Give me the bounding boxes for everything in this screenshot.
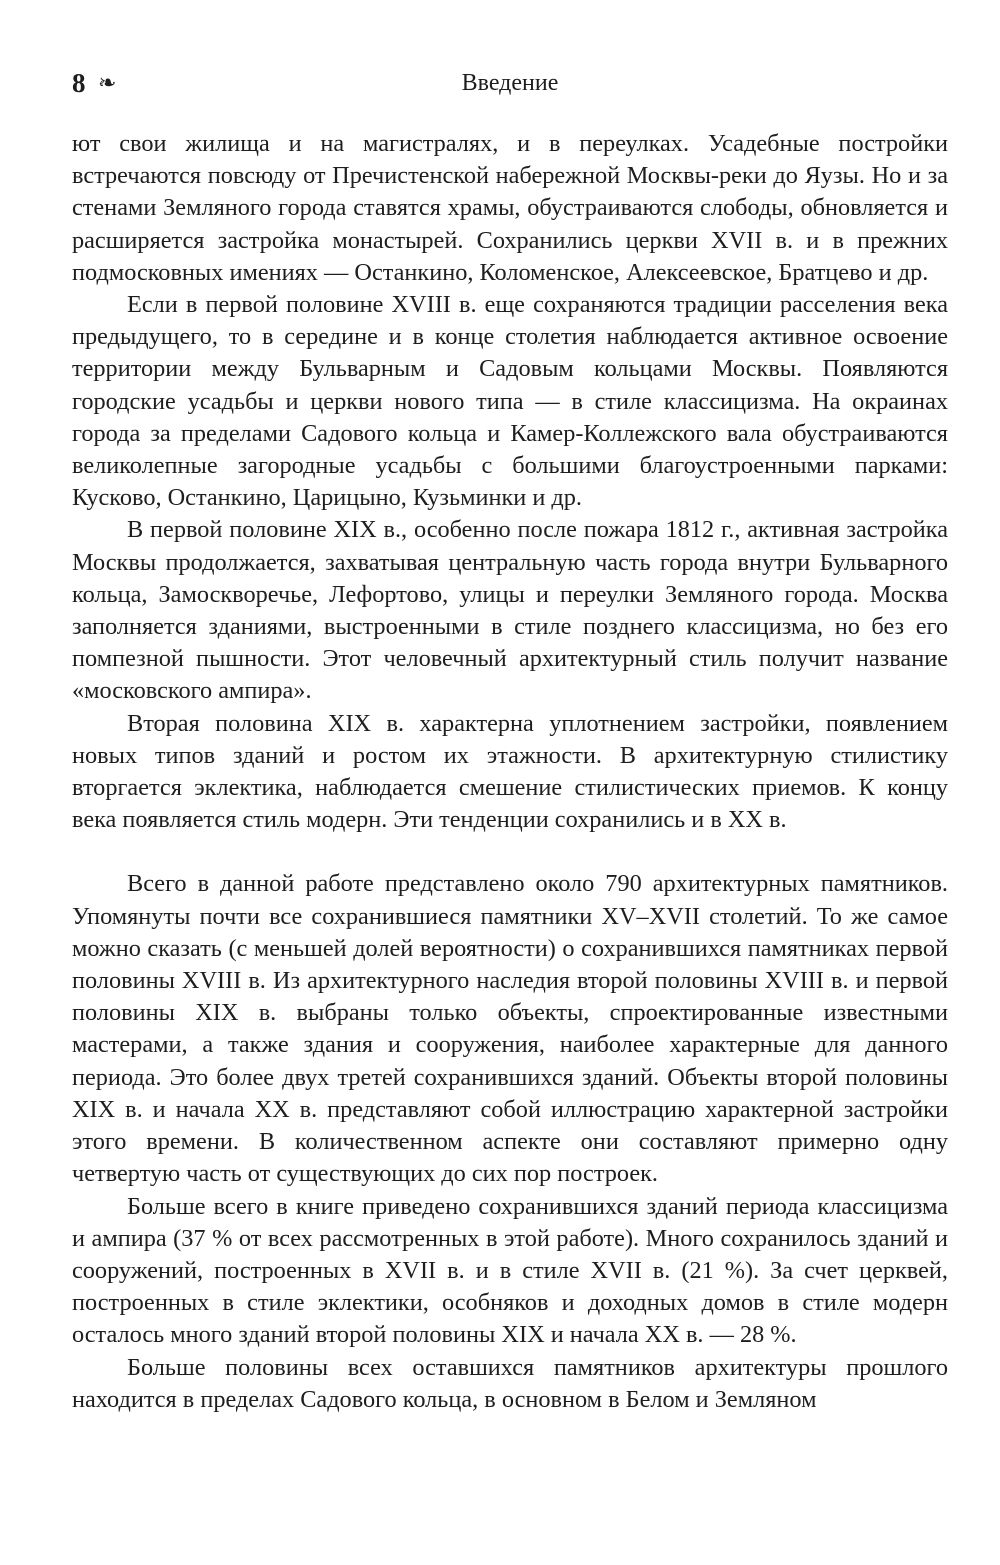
- page-header: [72, 0, 948, 100]
- paragraph: Всего в данной работе представлено около 790 архитектурных памятников. Упомянуты почти все сохранившиеся памятники XV–XVII столетий. То же самое можно сказать (с меньшей долей вероятности) о сохранившихся памятниках первой половины XVIII в. Из архитектурного наследия второй половины XVIII в. и первой половины XIX в. выбраны только объекты, спроектированные известными мастерами, а также здания и сооружения, наиболее характерные для данного периода. Это более двух третей сохранившихся зданий. Объекты второй половины XIX в. и начала XX в. представляют собой иллюстрацию характерной застройки этого времени. В количественном аспекте они составляют примерно одну четвертую часть от существующих до сих пор построек.: [72, 870, 948, 1188]
- page-number: 8: [72, 68, 86, 98]
- paragraph: Вторая половина XIX в. характерна уплотнением застройки, появлением новых типов зданий и ростом их этажности. В архитектурную стилистику вторгается эклектика, наблюдается смешение стилистических приемов. К концу века появляется стиль модерн. Эти тенденции сохранились и в XX в.: [72, 709, 948, 834]
- paragraph: Больше всего в книге приведено сохранившихся зданий периода классицизма и ампира (37 % от всех рассмотренных в этой работе). Много сохранилось зданий и сооружений, построенных в XVII в. и в стиле XVII в. (21 %). За счет церквей, построенных в стиле эклектики, особняков и доходных домов в стиле модерн осталось много зданий второй половины XIX и начала XX в. — 28 %.: [72, 1192, 948, 1349]
- paragraph: Если в первой половине XVIII в. еще сохраняются традиции расселения века предыдущего, то в середине и в конце столетия наблюдается активное освоение территории между Бульварным и Садовым кольцами Москвы. Появляются городские усадьбы и церкви нового типа — в стиле классицизма. На окраинах города за пределами Садового кольца и Камер-Коллежского вала обустраиваются великолепные загородные усадьбы с большими благоустроенными парками: Кусково, Останкино, Царицыно, Кузьминки и др.: [72, 291, 948, 512]
- paragraph-continued: ют свои жилища и на магистралях, и в переулках. Усадебные постройки встречаются повсюду от Пречистенской набережной Москвы-реки до Яузы. Но и за стенами Земляного города ставятся храмы, обустраиваются слободы, обновляется и расширяется застройка монастырей. Сохранились церкви XVII в. и в прежних подмосковных имениях — Останкино, Коломенское, Алексеевское, Братцево и др.: [72, 130, 948, 286]
- paragraph: В первой половине XIX в., особенно после пожара 1812 г., активная застройка Москвы продолжается, захватывая центральную часть города внутри Бульварного кольца, Замоскворечье, Лефортово, улицы и переулки Земляного города. Москва заполняется зданиями, выстроенными в стиле позднего классицизма, но без его помпезной пышности. Этот человечный архитектурный стиль получит название «московского ампира».: [72, 516, 948, 705]
- body-text: [72, 128, 948, 1416]
- running-title: Введение: [461, 70, 559, 96]
- book-page: [72, 0, 948, 1413]
- paragraph: Больше половины всех оставшихся памятников архитектуры прошлого находится в пределах Садового кольца, в основном в Белом и Земляном: [72, 1353, 948, 1413]
- fleuron-ornament-icon: ❧: [98, 70, 117, 95]
